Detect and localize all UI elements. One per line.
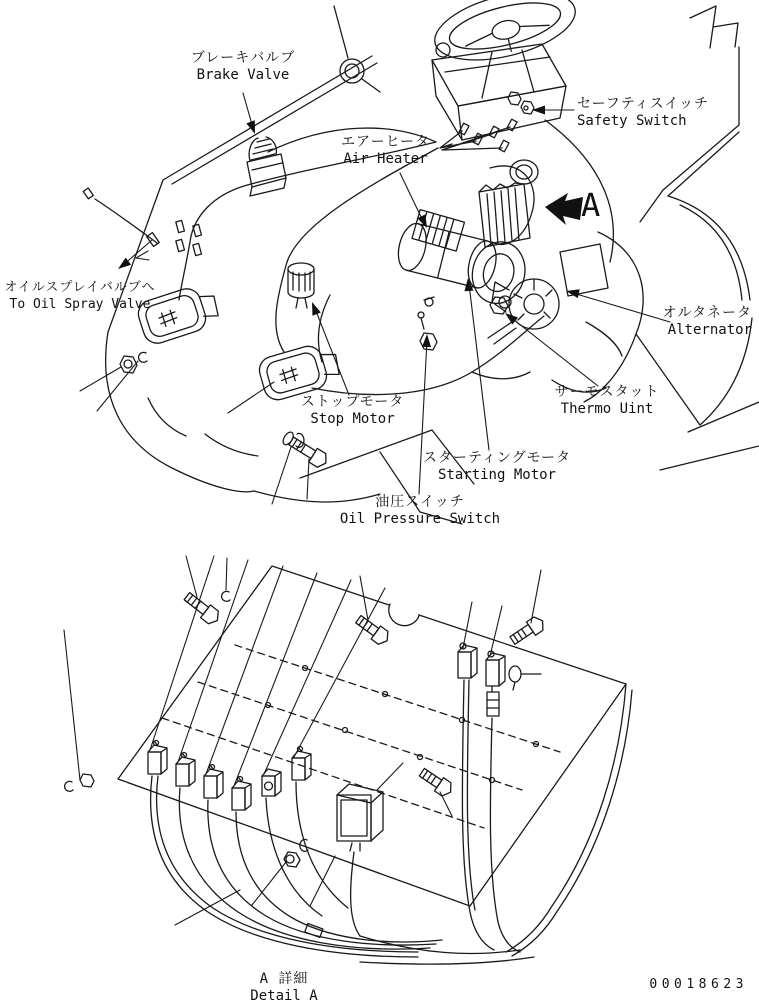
detail-a-caption-en: Detail A: [250, 988, 318, 1001]
detail-wires: [151, 680, 534, 964]
steering-wheel: [428, 0, 582, 73]
label-safety-switch-ja: セーフティスイッチ: [577, 96, 710, 112]
air-heater-part: [412, 210, 464, 252]
label-safety-switch-en: Safety Switch: [577, 113, 687, 129]
view-a-arrow: [545, 193, 583, 225]
engine-right-detail: [418, 232, 643, 402]
label-brake-valve: [158, 50, 328, 84]
label-oil-pressure-switch: [330, 494, 510, 528]
label-starting-motor-en: Starting Motor: [437, 467, 556, 483]
label-alternator-ja: オルタネータ: [662, 305, 752, 321]
label-safety-switch: [577, 96, 757, 130]
label-thermo-unit-en: Thermo Uint: [560, 401, 654, 417]
part-number: 00018623: [649, 977, 748, 992]
label-alternator: [618, 305, 752, 339]
label-thermo-unit: [532, 384, 682, 418]
label-oil-pressure-switch-en: Oil Pressure Switch: [339, 511, 501, 527]
label-stop-motor-ja: ストップモータ: [300, 394, 405, 410]
small-relay-box: [305, 784, 520, 953]
label-air-heater-en: Air Heater: [343, 151, 428, 167]
stop-motor-part: [288, 263, 314, 308]
view-a-letter: A: [581, 186, 601, 224]
label-to-oil-spray-valve: [0, 279, 160, 313]
round-cap-part: [510, 160, 538, 184]
label-brake-valve-en: Brake Valve: [196, 67, 290, 83]
label-air-heater: [303, 134, 468, 168]
detail-a-art: [64, 556, 632, 964]
connector-stack: [458, 643, 541, 716]
detail-a-caption-ja: A 詳細: [259, 971, 309, 987]
label-starting-motor-ja: スターティングモータ: [422, 450, 572, 466]
label-starting-motor: [417, 450, 577, 484]
label-brake-valve-ja: ブレーキバルブ: [190, 50, 296, 66]
label-stop-motor: [280, 394, 425, 428]
detail-a-caption: [214, 971, 354, 1001]
relay-row: [148, 741, 311, 811]
label-to-oil-spray-valve-ja: オイルスプレイバルブへ: [4, 280, 156, 295]
label-thermo-unit-ja: サーモスタット: [554, 384, 660, 400]
relay-block-part: [479, 183, 530, 247]
label-air-heater-ja: エアーヒータ: [340, 134, 431, 150]
label-stop-motor-en: Stop Motor: [310, 411, 395, 427]
label-oil-pressure-switch-ja: 油圧スイッチ: [375, 494, 465, 510]
alternator-part: [488, 279, 559, 344]
label-alternator-en: Alternator: [667, 322, 752, 338]
label-to-oil-spray-valve-en: To Oil Spray Valve: [9, 297, 151, 312]
